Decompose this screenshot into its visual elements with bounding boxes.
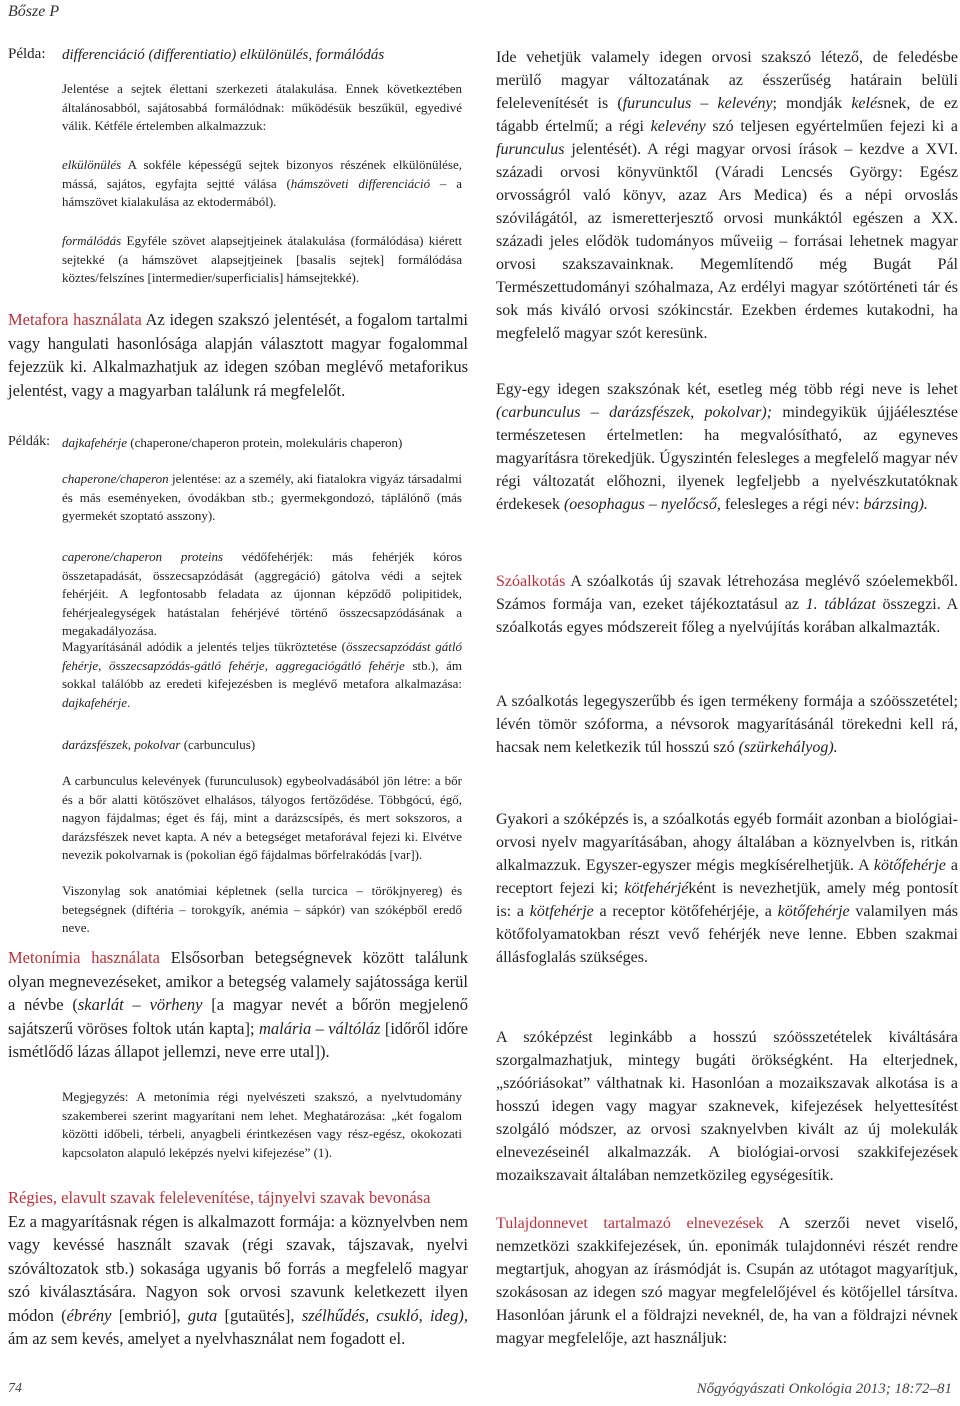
right-paragraph-1: Ide vehetjük valamely idegen orvosi szakszó létező, de feledésbe merülő magyar változatának az ésszerűség határain belüli felelevenítését is (furunculus – kelevény; mondják kelésnek, de ez tágabb értelmű; a régi kelevény szó teljesen egyértelműen fejezi ki a furunculus jelentését). A régi magyar orvosi írások – kezdve a XVI. századi orvosi könyvünktől (Váradi Lencsés György: Egész orvosságról való könyv, azaz Ars Medica) és a népi orvoslás szóvilágától, az ismeretterjesztő orvosi munkáktól egészen a XX. századi jeles elődök tudományos műveiig – forrásai lehetnek magyar orvosi szakszavainknak. Megemlítendő még Bugát Pál Természettudományi szóhalmaza, Az erdélyi magyar szótörténeti tár és sok más kiváló orvosi szókincstár. Ezekben érdemes kutakodni, ha megfelelő magyar szót keresünk. xyxy=(496,49,959,342)
pelda-label: Példa: xyxy=(8,46,46,62)
journal-citation: Nőgyógyászati Onkológia 2013; 18:72–81 xyxy=(696,1381,952,1397)
metonimia-section: Metonímia használata Elsősorban betegségnevek között találunk olyan megnevezéseket, amikor a betegség valamely sajátossága kerül a névbe (skarlát – vörheny [a magyar nevét a bőrön megjelenő sajátszerű vöröses foltok után kapta]; malária – váltóláz [időről időre ismétlődő lázas állapot jellemzi, neve erre utal]). xyxy=(8,948,469,1061)
peldak-first: dajkafehérje (chaperone/chaperon protein, molekuláris chaperon) xyxy=(62,435,403,450)
metafora-heading: Metafora használata xyxy=(8,310,142,329)
megjegyzes-paragraph: Megjegyzés: A metonímia régi nyelvészeti szakszó, a nyelvtudomány szakemberei szerint magyarítani nem lehet. Meghatározása: „két fogalom közötti időbeli, térbeli, anyagbeli érintkezésen vagy rész-egész, okokozati kapcsolaton alapuló leképzés nyelvi kifejezése” (1). xyxy=(62,1089,462,1160)
darazsfeszek-title: darázsfészek, pokolvar (carbunculus) xyxy=(62,737,256,752)
szoalkotas-heading: Szóalkotás xyxy=(496,573,566,590)
szoosszetetel-paragraph: A szóalkotás legegyszerűbb és igen termékeny formája a szóösszetétel; lévén tömör szóforma, a névsorok magyarításánál törekedni kell rá, hacsak nem keletkezik túl hosszú szó (szürkehályog). xyxy=(496,693,958,756)
peldak-label: Példák: xyxy=(8,434,50,449)
chaperon-proteins-paragraph: caperone/chaperon proteins védőfehérjék: más fehérjék kóros összetapadását, összecsapzódását (aggregáció) gátolva védi a sejtek fehérjéit. A legfontosabb feladata az újonnan képződő polipitidek, fehérjealegységek hatástalan fehérjévé történő összecsapzódásának a megakadályozása. xyxy=(62,549,463,638)
page-number: 74 xyxy=(8,1381,22,1396)
regies-section: Régies, elavult szavak felelevenítése, tájnyelvi szavak bevonása Ez a magyarításnak régen is alkalmazott formája: a köznyelvben nem vagy kevéssé használt szavak (régi szavak, tájszavak, nyelvi szóváltozatok stb.) sokasága ugyanis bő forrás a megfelelő magyar szó kiválasztására. Nagyon sok orvosi szavunk keletkezett ilyen módon (ébrény [embrió], guta [gutaütés], szélhűdés, csukló, ideg), ám az sem kevés, amelyet a nyelvhasználat nem fogadott el. xyxy=(8,1188,468,1348)
tulajdonnevet-section: Tulajdonnevet tartalmazó elnevezések A szerzői nevet viselő, nemzetközi szakkifejezések, ún. eponimák tulajdonnévi részét rendre megtartjuk, ahogyan az írásmódját is. Csupán az utótagot magyarítjuk, szokásosan az idegen szó magyar megfelelőjével és kötőjellel társítva. Hasonlóan járunk el a földrajzi neveknél, de, ha van a földrajzi névnek magyar megfelelője, azt használjuk: xyxy=(496,1215,958,1347)
metafora-section: Metafora használata Az idegen szakszó jelentését, a fogalom tartalmi vagy hangulati hasonlósága alapján választott magyar fogalommal fejezzük ki. Alkalmazhatjuk az idegen szóban meglévő metaforikus jelentést, vagy a magyarban találunk rá megfelelőt. xyxy=(8,310,468,400)
metonimia-heading: Metonímia használata xyxy=(8,948,160,967)
magyaritas-paragraph: Magyarításánál adódik a jelentés teljes tükröztetése (összecsapzódást gátló fehérje, összecsapzódás-gátló fehérje, aggregaciógátló fehérje stb.), ám sokkal találóbb az eredeti kifejezésben is meglévő metafora alkalmazása: dajkafehérje. xyxy=(62,639,463,710)
mozaikszavak-paragraph: A szóképzést leginkább a hosszú szóösszetételek kiváltására szorgalmazhatjuk, mintegy bugáti örökségként. Ha elterjednek, „szóóriásokat” válthatnak ki. Hasonlóan a mozaikszavak alkotása is a hosszú idegen vagy magyar szaknevek, kifejezések helyettesítést szolgáló módszer, az orvosi szaknyelvben kivált az új molekulák elnevezéseinél alkalmazzák. A biológiai-orvosi szakkifejezések mozaikszavait általában nemzetközileg egységesítik. xyxy=(496,1029,958,1184)
carbunculus-paragraph: A carbunculus kelevények (furunculusok) egybeolvadásából jön létre: a bőr és a bőr alatti kötőszövet elhalásos, tályogos fertőződése. Többgócú, égő, nagyon fájdalmas; éget és fáj, mint a darázscsípés, és mert sokszoros, a darázsfészek nevet kapta. A név a betegséget metaforával fejezi ki. Elvétve nevezik pokolvarnak is (pokolian égő fájdalmas bőrfelrakódás [var]). xyxy=(62,773,462,862)
pelda-paragraph-2: elkülönülés A sokféle képességű sejtek bizonyos részének elkülönülése, mássá, sajátos, egyfajta sejtté válása (hámszöveti differenciáció – a hámszövet kialakulása az ektodermából). xyxy=(62,157,462,209)
pelda-paragraph-1: Jelentése a sejtek élettani szerkezeti átalakulása. Ennek következtében általánosabból, sajátosabbá formálódnak: működésük beszűkül, egyedivé válik. Kétféle értelemben alkalmazzuk: xyxy=(62,81,462,133)
tulajdonnevet-heading: Tulajdonnevet tartalmazó elnevezések xyxy=(496,1215,764,1232)
pelda-paragraph-3: formálódás Egyféle szövet alapsejtjeinek átalakulása (formálódása) kiérett sejtekké (a hámszövet alapsejtjeinek [basalis sejtek] formálódása köztes/felszínes [intermedier/superficialis] hámsejtekké). xyxy=(62,233,462,285)
regies-heading: Régies, elavult szavak felelevenítése, tájnyelvi szavak bevonása xyxy=(8,1188,431,1207)
chaperone-paragraph: chaperone/chaperon jelentése: az a személy, aki fiatalokra vigyáz társadalmi és más eseményeken, óvodákban stb.; gyermekgondozó, táplálónő (más gyermekét szoptató asszony). xyxy=(62,471,462,523)
szoalkotas-section: Szóalkotás A szóalkotás új szavak létrehozása meglévő szóelemekből. Számos formája van, ezeket tájékoztatásul az 1. táblázat összegzi. A szóalkotás egyes módszereit főleg a nyelvújítás korában alkalmazták. xyxy=(496,573,959,636)
anatomiai-paragraph: Viszonylag sok anatómiai képletnek (sella turcica – törökjnyereg) és betegségnek (diftéria – torokgyík, anémia – sápkór) van szóképből eredő neve. xyxy=(62,883,462,935)
right-paragraph-2: Egy-egy idegen szakszónak két, esetleg még több régi neve is lehet (carbunculus – darázsfészek, pokolvar); mindegyikük újjáélesztése természetesen értelmetlen: ha megvalósítható, az egyneves magyarításra törekedjük. Úgyszintén felesleges a megfelelő magyar név régi változatát előhozni, ilyenek legfeljebb a nyelvészkutatóknak érdekesek (oesophagus – nyelőcső, felesleges a régi név: bárzsing). xyxy=(496,381,958,513)
szokepzes-paragraph: Gyakori a szóképzés is, a szóalkotás egyéb formáit azonban a biológiai-orvosi nyelv magyarításában, ahogy általában a köznyelvben is, ritkán alkalmazzuk. Egyszer-egyszer mégis megkísérelhetjük. A kötőfehérje a receptort fejezi ki; kötfehérjéként is nevezhetjük, amely még pontosít is: a kötfehérje a receptor kötőfehérjéje, a kötőfehérje valamilyen más kötőfolyamatokban részt vevő fehérjék neve lenne. Ebben szakmai állásfoglalás szükséges. xyxy=(496,811,959,966)
pelda-title: differenciáció (differentiatio) elkülönülés, formálódás xyxy=(62,47,385,63)
running-header: Bősze P xyxy=(8,3,60,20)
